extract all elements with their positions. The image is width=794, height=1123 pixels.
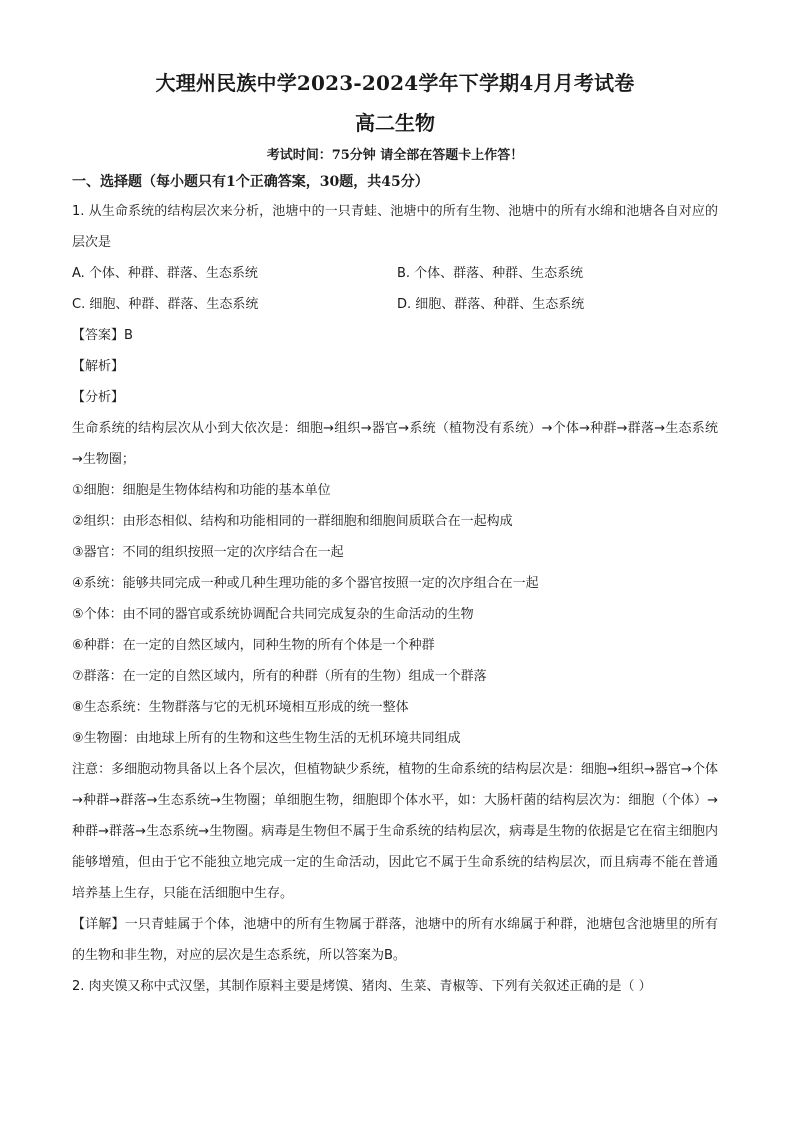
question-stem: 2. 肉夹馍又称中式汉堡，其制作原料主要是烤馍、猪肉、生菜、青椒等、下列有关叙述正确的是（ ）	[72, 979, 652, 994]
exam-title: 大理州民族中学2023-2024学年下学期4月月考试卷	[155, 71, 635, 95]
level-item: ②组织：由形态相似、结构和功能相同的一群细胞和细胞间质联合在一起构成	[72, 514, 513, 529]
section-heading: 一、选择题（每小题只有1个正确答案，30题，共45分）	[72, 174, 429, 190]
fenxi-label: 【分析】	[72, 390, 125, 405]
answer-label: 【答案】B	[72, 328, 133, 343]
analysis-label: 【解析】	[72, 359, 125, 374]
option-d: D. 细胞、群落、种群、生态系统	[397, 297, 585, 312]
levels-list	[72, 475, 718, 754]
question-stem: 1. 从生命系统的结构层次来分析，池塘中的一只青蛙、池塘中的所有生物、池塘中的所有水绵和池塘各自对应的层次是	[72, 204, 718, 250]
exam-subject: 高二生物	[355, 111, 435, 135]
level-item: ①细胞：细胞是生物体结构和功能的基本单位	[72, 483, 331, 498]
level-item: ④系统：能够共同完成一种或几种生理功能的多个器官按照一定的次序组合在一起	[72, 576, 539, 591]
level-item: ⑧生态系统：生物群落与它的无机环境相互形成的统一整体	[72, 700, 409, 715]
options-grid	[72, 258, 718, 320]
exam-info: 考试时间：75分钟 请全部在答题卡上作答！	[266, 148, 524, 163]
level-item: ③器官：不同的组织按照一定的次序结合在一起	[72, 545, 344, 560]
option-a: A. 个体、种群、群落、生态系统	[72, 266, 258, 281]
question-2	[72, 971, 718, 1002]
note-paragraph: 注意：多细胞动物具备以上各个层次，但植物缺少系统，植物的生命系统的结构层次是：细胞→组织→器官→个体→种群→群落→生态系统→生物圈；单细胞生物，细胞即个体水平，如：大肠杆菌的结构层次为：细胞（个体）→种群→群落→生态系统→生物圈。病毒是生物但不属于生命系统的结构层次，病毒是生物的依据是它在宿主细胞内能够增殖，但由于它不能独立地完成一定的生命活动，因此它不属于生命系统的结构层次，而且病毒不能在普通培养基上生存，只能在活细胞中生存。	[72, 762, 718, 901]
level-item: ⑦群落：在一定的自然区域内，所有的种群（所有的生物）组成一个群落	[72, 669, 487, 684]
question-1	[72, 196, 718, 971]
level-item: ⑨生物圈：由地球上所有的生物和这些生物生活的无机环境共同组成	[72, 731, 461, 746]
detail-paragraph: 【详解】一只青蛙属于个体，池塘中的所有生物属于群落，池塘中的所有水绵属于种群，池塘包含池塘里的所有的生物和非生物，对应的层次是生态系统，所以答案为B。	[72, 917, 718, 963]
option-b: B. 个体、群落、种群、生态系统	[397, 266, 584, 281]
level-item: ⑥种群：在一定的自然区域内，同种生物的所有个体是一个种群	[72, 638, 435, 653]
level-item: ⑤个体：由不同的器官或系统协调配合共同完成复杂的生命活动的生物	[72, 607, 474, 622]
option-c: C. 细胞、种群、群落、生态系统	[72, 297, 259, 312]
fenxi-intro: 生命系统的结构层次从小到大依次是：细胞→组织→器官→系统（植物没有系统）→个体→种群→群落→生态系统→生物圈；	[72, 421, 718, 467]
